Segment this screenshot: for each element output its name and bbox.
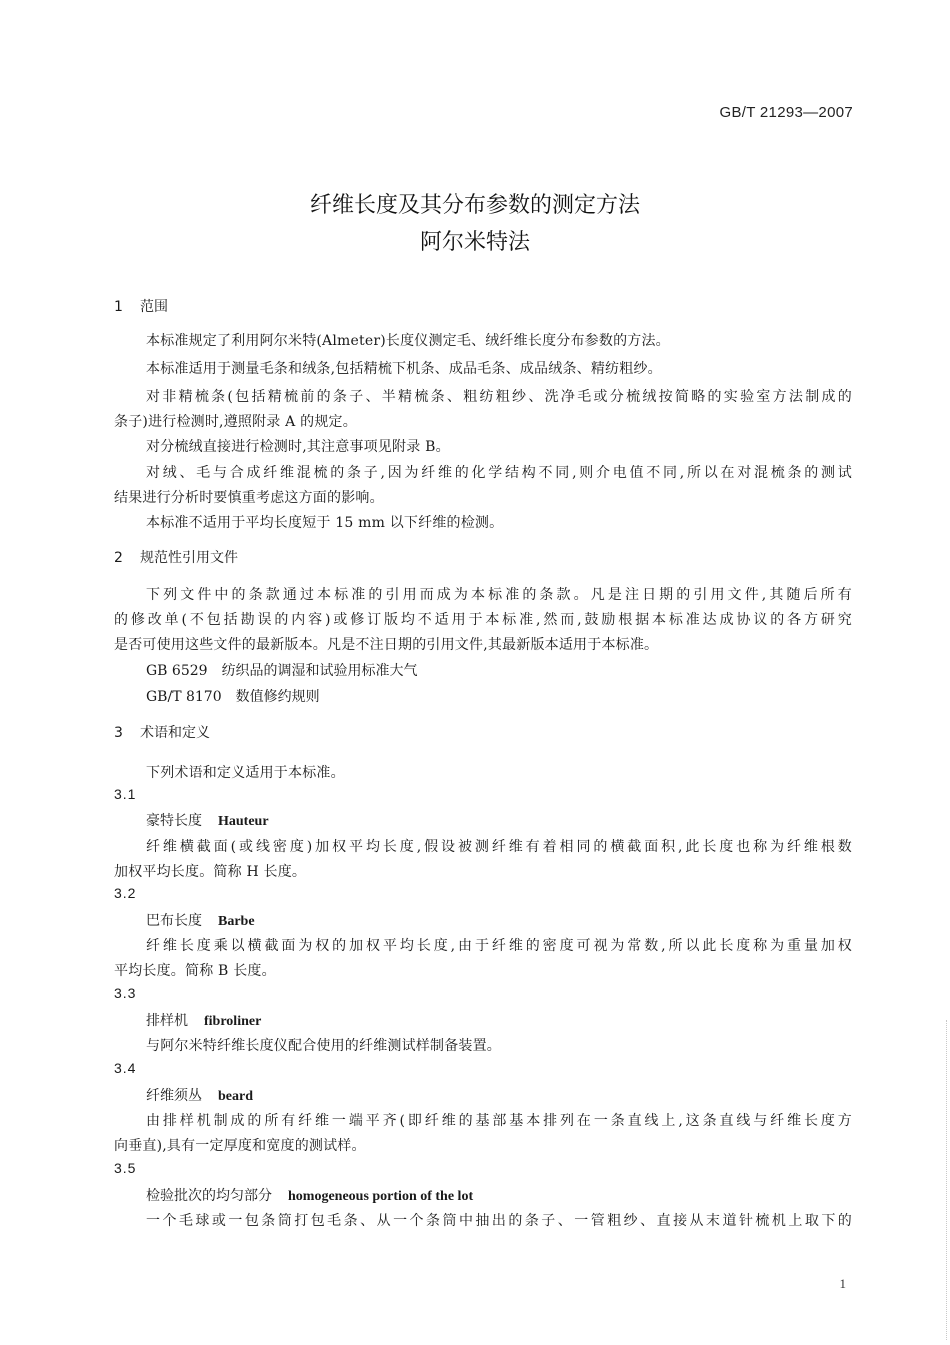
- term-heading: [146, 910, 255, 930]
- section-3-heading: [114, 722, 210, 742]
- paragraph: 下列术语和定义适用于本标准。: [146, 765, 345, 781]
- paragraph: 的修改单(不包括勘误的内容)或修订版均不适用于本标准,然而,鼓励根据本标准达成协议的各方研究: [114, 612, 852, 628]
- section-title: 术语和定义: [140, 725, 210, 741]
- paragraph: 对非精梳条(包括精梳前的条子、半精梳条、粗纺粗纱、洗净毛或分梳绒按简略的实验室方法制成的: [146, 389, 852, 405]
- clause-number: 3.2: [114, 885, 137, 901]
- standard-code: GB/T 21293—2007: [719, 104, 853, 121]
- document-title-line2: 阿尔米特法: [419, 230, 530, 255]
- definition: 与阿尔米特纤维长度仪配合使用的纤维测试样制备装置。: [146, 1038, 501, 1054]
- paragraph: 本标准适用于测量毛条和绒条,包括精梳下机条、成品毛条、成品绒条、精纺粗纱。: [146, 361, 662, 377]
- clause-number: 3.5: [114, 1160, 137, 1176]
- reference-code: GB/T 8170: [146, 689, 222, 705]
- section-title: 规范性引用文件: [140, 550, 238, 566]
- clause-number: 3.1: [114, 786, 137, 802]
- normative-reference: [146, 660, 418, 680]
- clause-number: 3.4: [114, 1060, 137, 1076]
- reference-title: 数值修约规则: [235, 689, 320, 705]
- term-cn: 巴布长度: [146, 913, 202, 929]
- section-number: 3: [114, 725, 123, 741]
- paragraph: 是否可使用这些文件的最新版本。凡是不注日期的引用文件,其最新版本适用于本标准。: [114, 637, 659, 653]
- term-heading: [146, 810, 269, 830]
- paragraph: 对绒、毛与合成纤维混梳的条子,因为纤维的化学结构不同,则介电值不同,所以在对混梳条的测试: [146, 465, 852, 481]
- section-1-heading: [114, 296, 168, 316]
- definition: 纤维长度乘以横截面为权的加权平均长度,由于纤维的密度可视为常数,所以此长度称为重量加权: [146, 938, 852, 954]
- section-2-heading: [114, 547, 238, 567]
- term-en: beard: [218, 1089, 253, 1104]
- reference-code: GB 6529: [146, 663, 208, 679]
- term-heading: [146, 1085, 253, 1105]
- term-en: homogeneous portion of the lot: [288, 1189, 474, 1204]
- scan-edge-artifact: [946, 1020, 948, 1340]
- section-number: 2: [114, 550, 123, 566]
- term-cn: 纤维须丛: [146, 1088, 202, 1104]
- term-heading: [146, 1185, 473, 1205]
- section-title: 范围: [140, 299, 168, 315]
- term-cn: 检验批次的均匀部分: [146, 1188, 272, 1204]
- paragraph: 结果进行分析时要慎重考虑这方面的影响。: [114, 490, 384, 506]
- paragraph: 条子)进行检测时,遵照附录 A 的规定。: [114, 414, 357, 430]
- paragraph: 本标准规定了利用阿尔米特(Almeter)长度仪测定毛、绒纤维长度分布参数的方法。: [146, 333, 670, 349]
- definition: 平均长度。简称 B 长度。: [114, 963, 276, 979]
- reference-title: 纺织品的调湿和试验用标准大气: [221, 663, 418, 679]
- definition: 加权平均长度。简称 H 长度。: [114, 864, 307, 880]
- term-en: fibroliner: [204, 1014, 262, 1029]
- paragraph: 对分梳绒直接进行检测时,其注意事项见附录 B。: [146, 439, 450, 455]
- paragraph: 下列文件中的条款通过本标准的引用而成为本标准的条款。凡是注日期的引用文件,其随后所有: [146, 587, 852, 603]
- term-heading: [146, 1010, 261, 1030]
- term-cn: 排样机: [146, 1013, 188, 1029]
- clause-number: 3.3: [114, 985, 137, 1001]
- definition: 向垂直),具有一定厚度和宽度的测试样。: [114, 1138, 366, 1154]
- term-en: Hauteur: [218, 814, 269, 829]
- section-number: 1: [114, 299, 123, 315]
- definition: 纤维横截面(或线密度)加权平均长度,假设被测纤维有着相同的横截面积,此长度也称为纤维根数: [146, 839, 852, 855]
- page-number: 1: [839, 1276, 846, 1291]
- definition: 由排样机制成的所有纤维一端平齐(即纤维的基部基本排列在一条直线上,这条直线与纤维长度方: [146, 1113, 852, 1129]
- term-en: Barbe: [218, 914, 255, 929]
- paragraph: 本标准不适用于平均长度短于 15 mm 以下纤维的检测。: [146, 515, 504, 531]
- document-title-line1: 纤维长度及其分布参数的测定方法: [309, 193, 640, 218]
- normative-reference: [146, 686, 320, 706]
- term-cn: 豪特长度: [146, 813, 202, 829]
- definition: 一个毛球或一包条筒打包毛条、从一个条筒中抽出的条子、一管粗纱、直接从末道针梳机上取下的: [146, 1213, 852, 1229]
